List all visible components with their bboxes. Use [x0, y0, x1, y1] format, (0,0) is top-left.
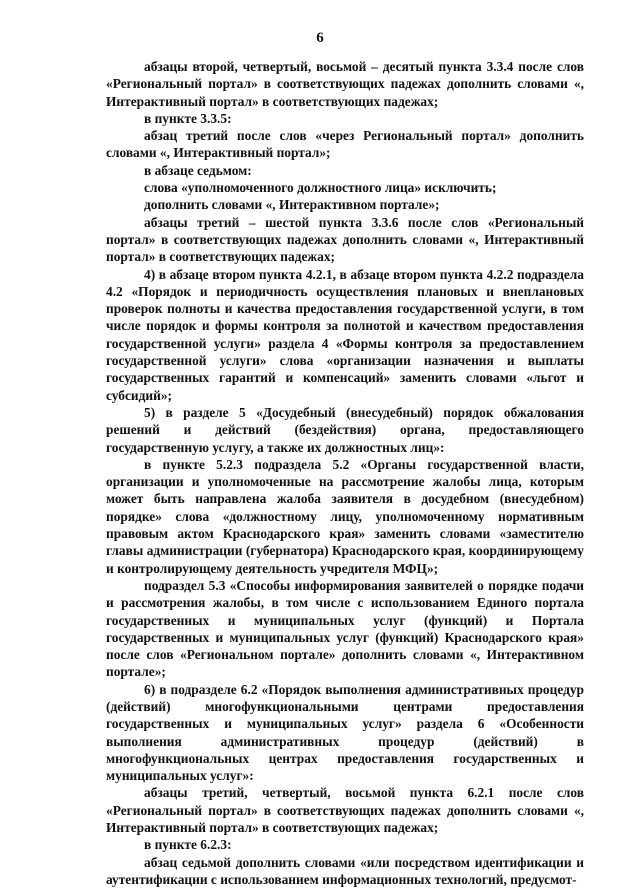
- paragraph-2: в пункте 3.3.5:: [144, 110, 232, 126]
- paragraph-7: абзацы третий – шестой пункта 3.3.6 после слов «Региональный портал» в соответствующих падежах дополнить словами «, Интерактивный портал» в соответствующих падежах;: [106, 214, 584, 265]
- paragraph-9: 5) в разделе 5 «Досудебный (внесудебный) порядок обжалования решений и действий (бездействия) органа, предоставляющего государственную услугу, а также их должностных лиц»:: [106, 404, 584, 455]
- paragraph-3: абзац третий после слов «через Региональный портал» дополнить словами «, Интерактивный портал»;: [106, 128, 584, 161]
- document-body: [106, 58, 584, 888]
- paragraph-10: в пункте 5.2.3 подраздела 5.2 «Органы государственной власти, организации и уполномоченные на рассмотрение жалобы лица, которым может быть направлена жалоба заявителя в досудебном (внесудебном) порядке» слова «должностному лицу, уполномоченному нормативным правовым актом Краснодарского края» заменить словами «заместителю главы администрации (губернатора) Краснодарского края, координирующему и контролирующему деятельность учредителя МФЦ»;: [106, 456, 584, 576]
- paragraph-12: 6) в подразделе 6.2 «Порядок выполнения административных процедур (действий) многофункциональными центрами предоставления государственных и муниципальных услуг» раздела 6 «Особенности выполнения административных процедур (действий) в многофункциональных центрах предоставления государственных и муниципальных услуг»:: [106, 681, 584, 784]
- paragraph-13: абзацы третий, четвертый, восьмой пункта 6.2.1 после слов «Региональный портал» в соответствующих падежах дополнить словами «, Интерактивный портал» в соответствующих падежах;: [106, 785, 584, 836]
- page-number: 6: [316, 30, 324, 46]
- paragraph-5: слова «уполномоченного должностного лица» исключить;: [144, 180, 497, 196]
- paragraph-15: абзац седьмой дополнить словами «или посредством идентификации и аутентификации с использованием информационных технологий, предусмот-: [106, 854, 584, 887]
- paragraph-11: подраздел 5.3 «Способы информирования заявителей о порядке подачи и рассмотрения жалобы, в том числе с использованием Единого портала государственных и муниципальных услуг (функций) и Портала государственных и муниципальных услуг (функций) Краснодарского края» после слов «Региональном портале» дополнить словами «, Интерактивном портале»;: [106, 577, 584, 680]
- paragraph-14: в пункте 6.2.3:: [144, 837, 232, 853]
- paragraph-8: 4) в абзаце втором пункта 4.2.1, в абзаце втором пункта 4.2.2 подраздела 4.2 «Порядок и периодичность осуществления плановых и внеплановых проверок полноты и качества предоставления государственной услуги, в том числе порядок и формы контроля за полнотой и качеством предоставления государственной услуги» раздела 4 «Формы контроля за предоставлением государственной услуги» слова «организации назначения и выплаты государственных гарантий и компенсаций» заменить словами «льгот и субсидий»;: [106, 266, 584, 403]
- paragraph-4: в абзаце седьмом:: [144, 162, 252, 178]
- paragraph-6: дополнить словами «, Интерактивном портале»;: [144, 197, 440, 213]
- paragraph-1: абзацы второй, четвертый, восьмой – десятый пункта 3.3.4 после слов «Региональный портал» в соответствующих падежах дополнить словами «, Интерактивный портал» в соответствующих падежах;: [106, 59, 584, 109]
